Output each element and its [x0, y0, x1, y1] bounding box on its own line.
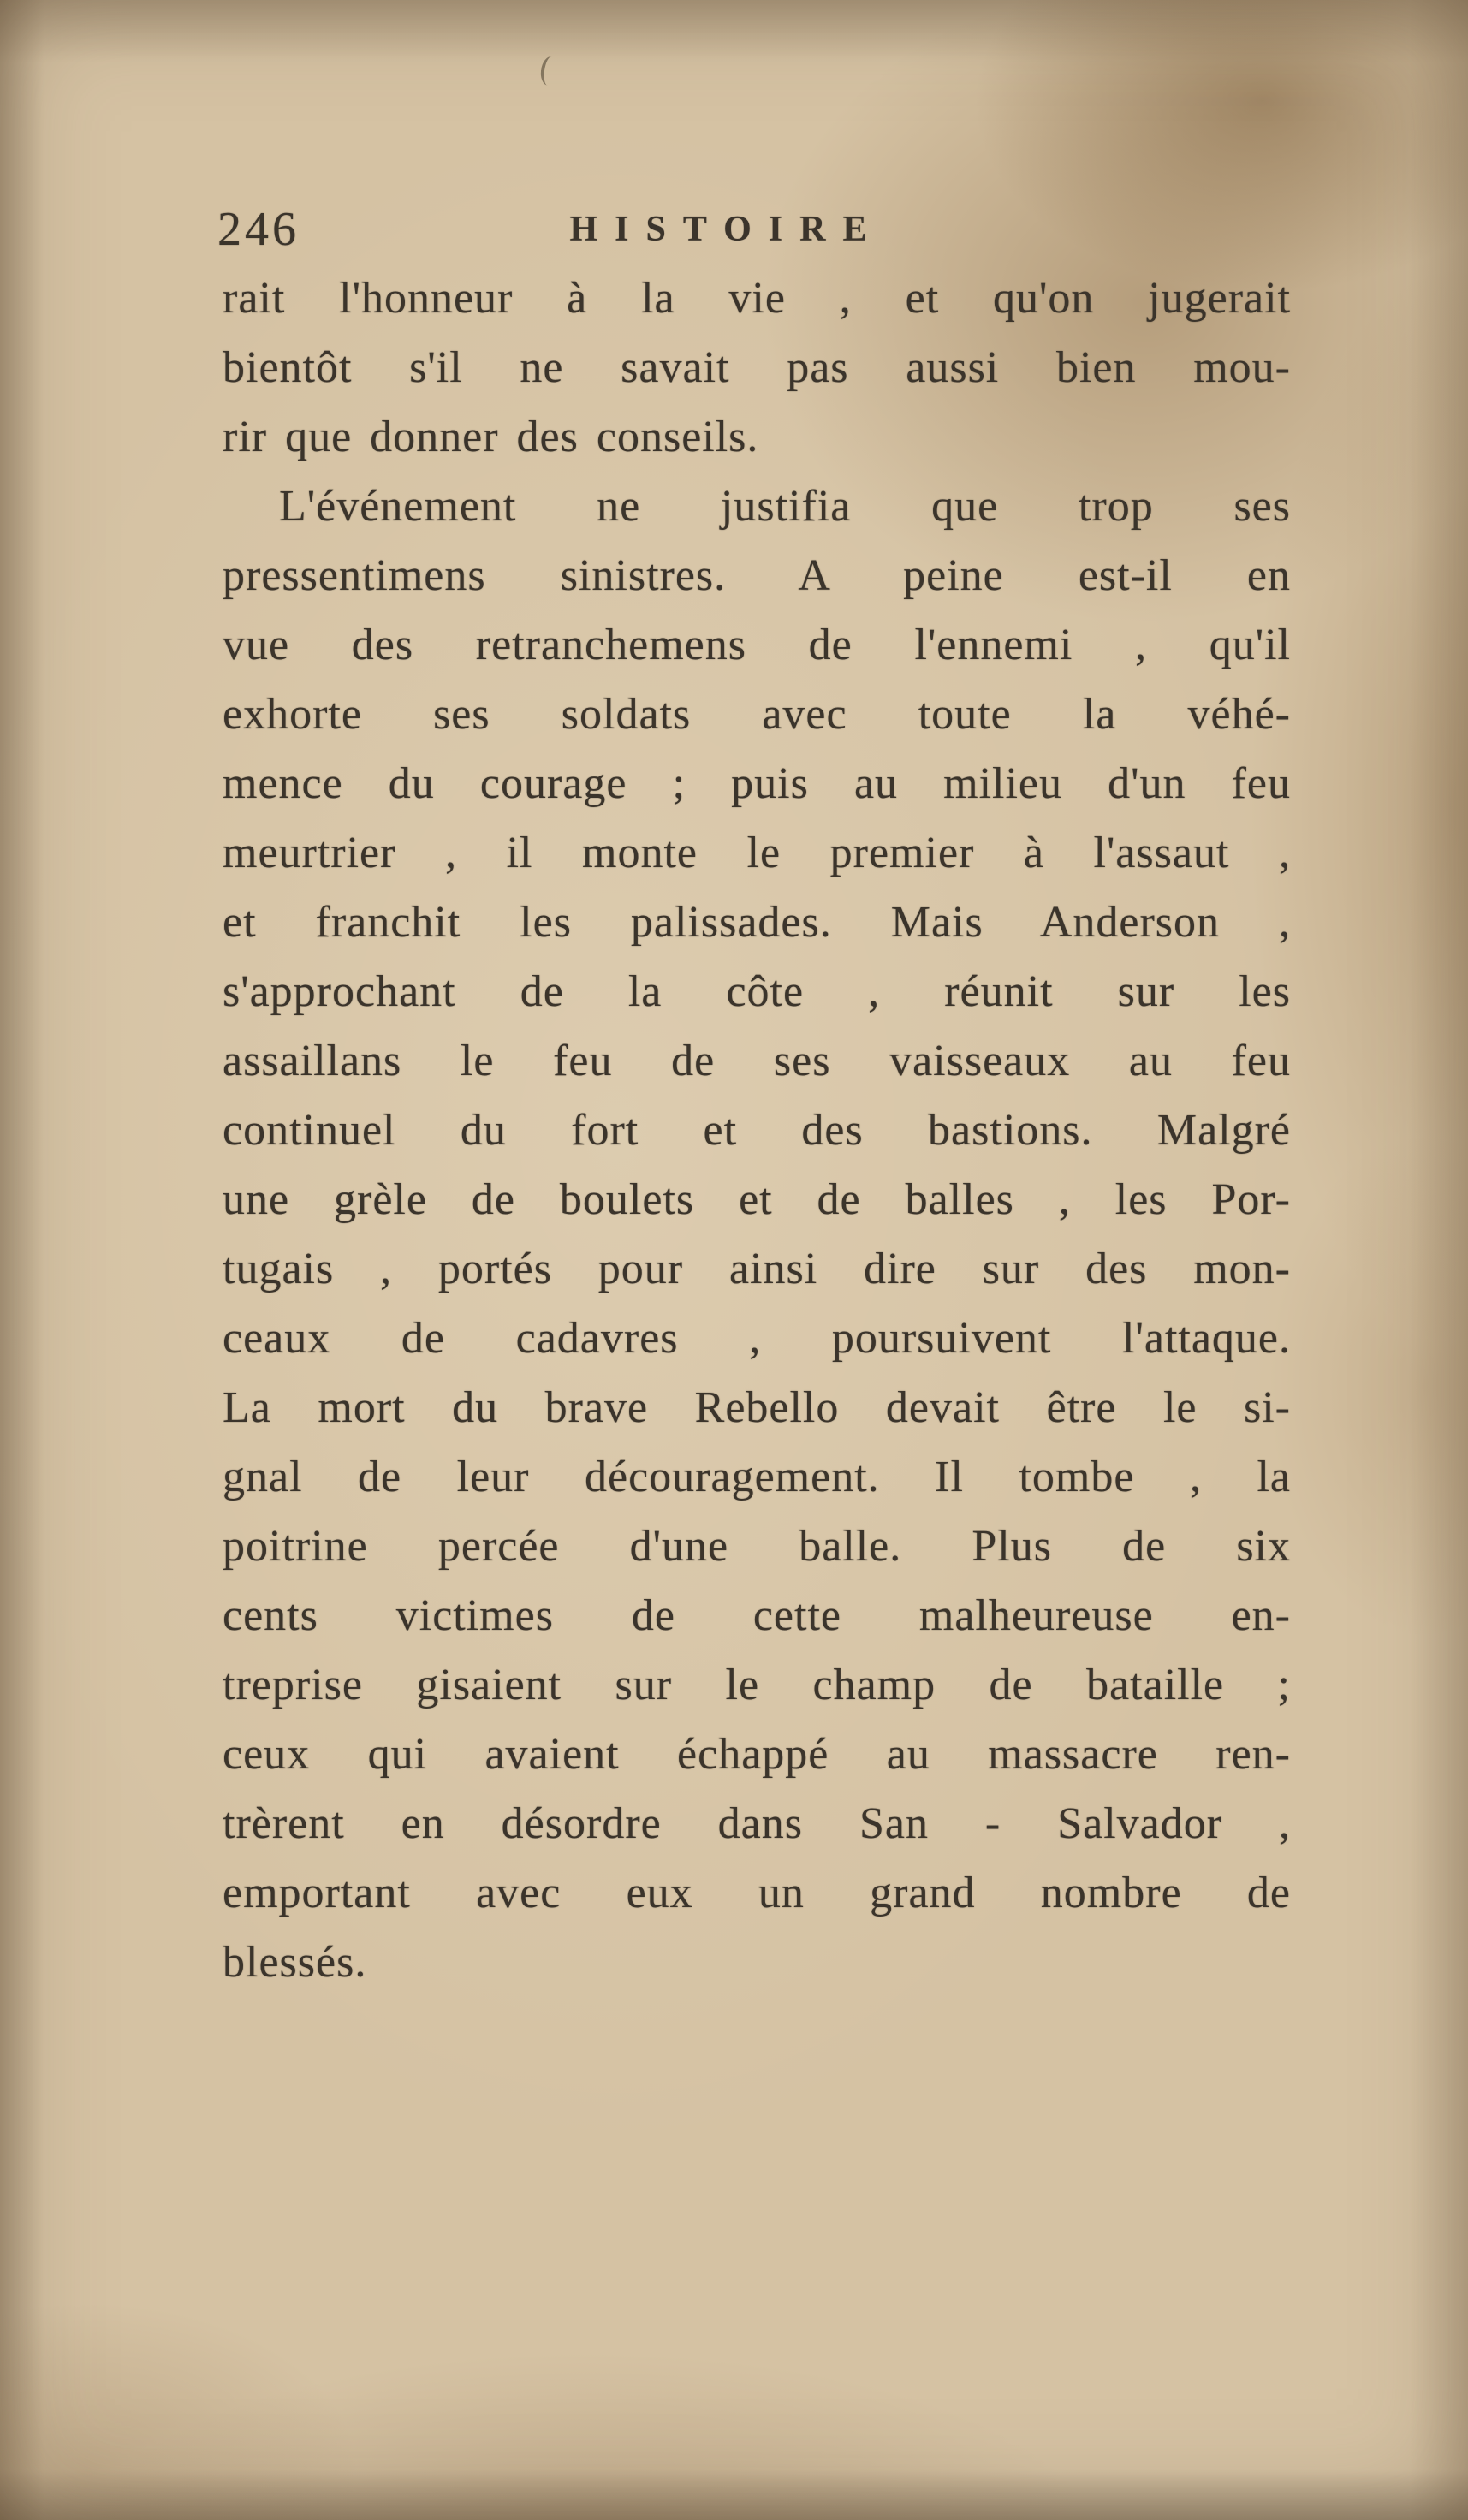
ink-mark	[539, 56, 561, 86]
text-line: meurtrier , il monte le premier à l'assaut ,	[223, 829, 1291, 877]
text-line: ceux qui avaient échappé au massacre ren-	[223, 1730, 1291, 1779]
text-line: tugais , portés pour ainsi dire sur des mon-	[223, 1245, 1291, 1293]
text-line: une grèle de boulets et de balles , les Por-	[223, 1175, 1291, 1224]
text-line: vue des retranchemens de l'ennemi , qu'il	[223, 621, 1291, 669]
text-line: rir que donner des conseils.	[223, 413, 759, 461]
text-line: poitrine percée d'une balle. Plus de six	[223, 1522, 1291, 1571]
page-header	[217, 202, 1291, 262]
text-line: exhorte ses soldats avec toute la véhé-	[223, 690, 1291, 739]
text-line: s'approchant de la côte , réunit sur les	[223, 967, 1291, 1016]
page-number: 246	[217, 203, 300, 256]
text-line: gnal de leur découragement. Il tombe , la	[223, 1453, 1291, 1501]
text-line: emportant avec eux un grand nombre de	[223, 1869, 1291, 1917]
text-line: ceaux de cadavres , poursuivent l'attaque.	[223, 1314, 1291, 1363]
text-line: pressentimens sinistres. A peine est-il en	[223, 551, 1291, 600]
text-block	[223, 264, 1291, 1997]
text-line: treprise gisaient sur le champ de bataille ;	[223, 1661, 1291, 1709]
text-line: mence du courage ; puis au milieu d'un feu	[223, 759, 1291, 808]
text-line: et franchit les palissades. Mais Anderson ,	[223, 898, 1291, 947]
text-line: bientôt s'il ne savait pas aussi bien mou-	[223, 343, 1291, 392]
running-title: HISTOIRE	[569, 210, 884, 249]
text-line: L'événement ne justifia que trop ses	[279, 482, 1291, 531]
text-line: cents victimes de cette malheureuse en-	[223, 1591, 1291, 1640]
text-line: rait l'honneur à la vie , et qu'on jugerait	[223, 274, 1291, 323]
text-line: assaillans le feu de ses vaisseaux au feu	[223, 1037, 1291, 1085]
text-line: La mort du brave Rebello devait être le si-	[223, 1383, 1291, 1432]
text-line: continuel du fort et des bastions. Malgré	[223, 1106, 1291, 1155]
text-line: trèrent en désordre dans San - Salvador ,	[223, 1799, 1291, 1848]
text-line: blessés.	[223, 1938, 367, 1987]
